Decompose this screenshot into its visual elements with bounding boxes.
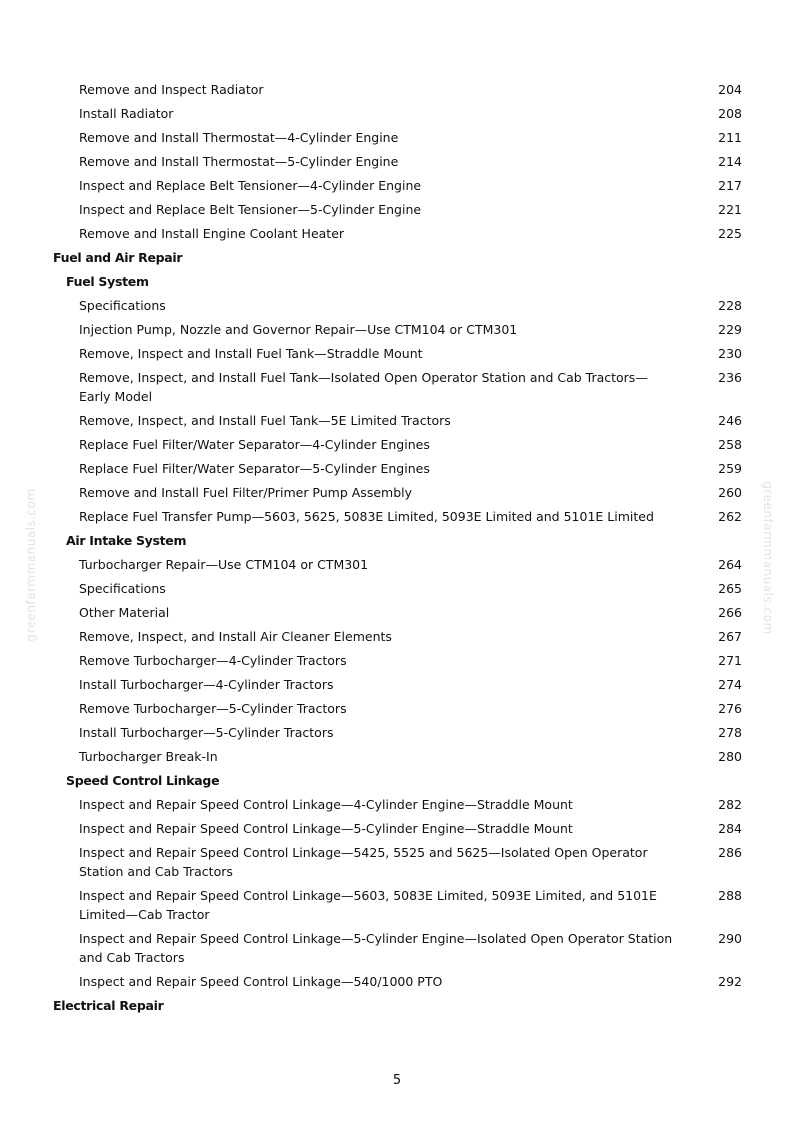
- toc-entry-page: 208: [718, 105, 742, 121]
- toc-entry-title: Remove, Inspect, and Install Fuel Tank—Isolated Open Operator Station and Cab Tractors—Early Model: [79, 369, 648, 404]
- toc-entry-page: 266: [718, 604, 742, 620]
- toc-entry-title: Speed Control Linkage: [66, 772, 220, 788]
- toc-entry[interactable]: [0, 480, 794, 504]
- toc-entry-page: 225: [718, 225, 742, 241]
- toc-entry[interactable]: [0, 317, 794, 341]
- toc-entry-title: Remove, Inspect, and Install Air Cleaner Elements: [79, 628, 392, 644]
- toc-entry-title: Remove Turbocharger—4-Cylinder Tractors: [79, 652, 347, 668]
- toc-entry[interactable]: [0, 504, 794, 528]
- toc-entry-page: 267: [718, 628, 742, 644]
- toc-entry-page: 217: [718, 177, 742, 193]
- toc-entry-title: Remove and Inspect Radiator: [79, 81, 264, 97]
- toc-entry-title: Fuel System: [66, 273, 149, 289]
- toc-entry[interactable]: [0, 816, 794, 840]
- toc-entry-title: Specifications: [79, 297, 166, 313]
- toc-entry-title: Air Intake System: [66, 532, 187, 548]
- toc-entry-title: Inspect and Repair Speed Control Linkage—4-Cylinder Engine—Straddle Mount: [79, 796, 573, 812]
- toc-subsection-heading[interactable]: [0, 269, 794, 293]
- toc-entry-page: 258: [718, 436, 742, 452]
- toc-entry[interactable]: [0, 883, 794, 926]
- toc-entry[interactable]: [0, 672, 794, 696]
- watermark-right: greenfarmmanuals.com: [761, 481, 775, 635]
- toc-entry[interactable]: [0, 101, 794, 125]
- toc-entry[interactable]: [0, 197, 794, 221]
- toc-entry[interactable]: [0, 221, 794, 245]
- toc-entry-page: 265: [718, 580, 742, 596]
- toc-entry[interactable]: [0, 926, 794, 969]
- toc-entry[interactable]: [0, 744, 794, 768]
- toc-entry[interactable]: [0, 341, 794, 365]
- toc-entry-title: Inspect and Repair Speed Control Linkage—5-Cylinder Engine—Straddle Mount: [79, 820, 573, 836]
- toc-entry[interactable]: [0, 648, 794, 672]
- toc-entry-page: 286: [718, 844, 742, 860]
- toc-entry[interactable]: [0, 456, 794, 480]
- toc-entry-page: 228: [718, 297, 742, 313]
- toc-entry-page: 264: [718, 556, 742, 572]
- toc-entry-page: 290: [718, 930, 742, 946]
- toc-entry[interactable]: [0, 696, 794, 720]
- toc-entry-title: Inspect and Replace Belt Tensioner—4-Cylinder Engine: [79, 177, 422, 193]
- toc-entry-title: Inspect and Repair Speed Control Linkage—540/1000 PTO: [79, 973, 443, 989]
- toc-entry-title: Remove and Install Fuel Filter/Primer Pump Assembly: [79, 484, 413, 500]
- page-number: 5: [392, 1073, 402, 1088]
- toc-entry-page: 204: [718, 81, 742, 97]
- toc-entry-page: 280: [718, 748, 742, 764]
- toc-entry-title: Inspect and Replace Belt Tensioner—5-Cylinder Engine: [79, 201, 422, 217]
- toc-subsection-heading[interactable]: [0, 528, 794, 552]
- toc-entry-page: 221: [718, 201, 742, 217]
- toc-entry-page: 276: [718, 700, 742, 716]
- toc-entry-title: Replace Fuel Transfer Pump—5603, 5625, 5083E Limited, 5093E Limited and 5101E Limited: [79, 508, 654, 524]
- toc-entry-title: Fuel and Air Repair: [53, 249, 183, 265]
- toc-entry[interactable]: [0, 792, 794, 816]
- toc-entry-page: 282: [718, 796, 742, 812]
- toc-section-heading[interactable]: [0, 993, 794, 1017]
- toc-entry-page: 259: [718, 460, 742, 476]
- table-of-contents: [0, 77, 794, 1017]
- toc-entry-title: Inspect and Repair Speed Control Linkage—5603, 5083E Limited, 5093E Limited, and 5101E Limited—Cab Tractor: [79, 887, 657, 922]
- toc-entry[interactable]: [0, 173, 794, 197]
- toc-entry-page: 229: [718, 321, 742, 337]
- toc-entry-title: Install Turbocharger—4-Cylinder Tractors: [79, 676, 334, 692]
- toc-entry[interactable]: [0, 720, 794, 744]
- toc-entry-title: Inspect and Repair Speed Control Linkage—5-Cylinder Engine—Isolated Open Operator Station and Cab Tractors: [79, 930, 673, 965]
- toc-entry[interactable]: [0, 969, 794, 993]
- toc-entry-title: Install Radiator: [79, 105, 174, 121]
- toc-subsection-heading[interactable]: [0, 768, 794, 792]
- toc-entry-title: Replace Fuel Filter/Water Separator—4-Cylinder Engines: [79, 436, 430, 452]
- toc-entry-title: Turbocharger Repair—Use CTM104 or CTM301: [79, 556, 369, 572]
- toc-entry-title: Remove, Inspect, and Install Fuel Tank—5E Limited Tractors: [79, 412, 451, 428]
- toc-entry[interactable]: [0, 365, 794, 408]
- toc-entry-page: 230: [718, 345, 742, 361]
- toc-entry-page: 262: [718, 508, 742, 524]
- toc-entry-title: Specifications: [79, 580, 166, 596]
- toc-entry[interactable]: [0, 840, 794, 883]
- toc-entry-title: Electrical Repair: [53, 997, 164, 1013]
- toc-entry-page: 211: [718, 129, 742, 145]
- toc-entry[interactable]: [0, 600, 794, 624]
- toc-entry-title: Remove and Install Thermostat—4-Cylinder Engine: [79, 129, 399, 145]
- toc-entry[interactable]: [0, 624, 794, 648]
- toc-entry[interactable]: [0, 293, 794, 317]
- toc-entry[interactable]: [0, 432, 794, 456]
- toc-entry[interactable]: [0, 149, 794, 173]
- toc-entry-page: 288: [718, 887, 742, 903]
- toc-entry[interactable]: [0, 408, 794, 432]
- toc-entry-title: Other Material: [79, 604, 170, 620]
- toc-section-heading[interactable]: [0, 245, 794, 269]
- toc-entry[interactable]: [0, 552, 794, 576]
- toc-entry-page: 214: [718, 153, 742, 169]
- toc-entry-title: Remove Turbocharger—5-Cylinder Tractors: [79, 700, 347, 716]
- toc-entry-title: Remove and Install Engine Coolant Heater: [79, 225, 345, 241]
- toc-entry-page: 260: [718, 484, 742, 500]
- toc-entry[interactable]: [0, 77, 794, 101]
- toc-entry-page: 274: [718, 676, 742, 692]
- toc-entry-page: 236: [718, 369, 742, 385]
- toc-entry-page: 271: [718, 652, 742, 668]
- toc-entry-title: Install Turbocharger—5-Cylinder Tractors: [79, 724, 334, 740]
- toc-entry-page: 246: [718, 412, 742, 428]
- toc-entry-title: Inspect and Repair Speed Control Linkage—5425, 5525 and 5625—Isolated Open Operator Station and Cab Tractors: [79, 844, 648, 879]
- toc-entry-page: 284: [718, 820, 742, 836]
- toc-entry-page: 278: [718, 724, 742, 740]
- toc-entry-title: Turbocharger Break-In: [79, 748, 218, 764]
- toc-entry-title: Injection Pump, Nozzle and Governor Repair—Use CTM104 or CTM301: [79, 321, 518, 337]
- toc-entry-title: Remove, Inspect and Install Fuel Tank—Straddle Mount: [79, 345, 423, 361]
- watermark-left: greenfarmmanuals.com: [24, 488, 38, 642]
- toc-entry[interactable]: [0, 125, 794, 149]
- toc-entry-page: 292: [718, 973, 742, 989]
- toc-entry-title: Remove and Install Thermostat—5-Cylinder Engine: [79, 153, 399, 169]
- toc-entry[interactable]: [0, 576, 794, 600]
- toc-entry-title: Replace Fuel Filter/Water Separator—5-Cylinder Engines: [79, 460, 430, 476]
